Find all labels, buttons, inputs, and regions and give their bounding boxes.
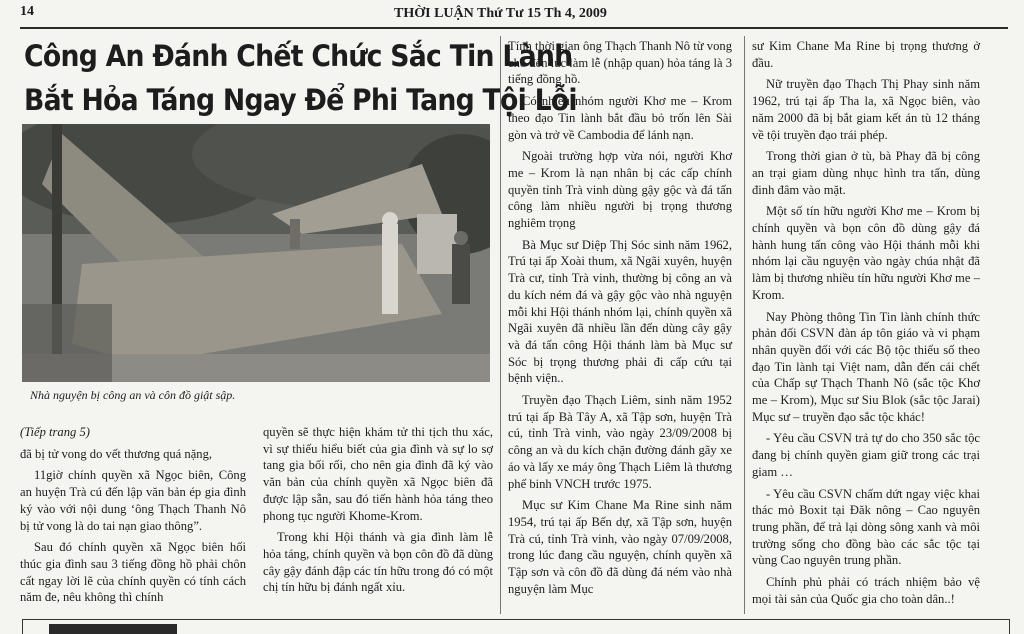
paragraph: - Yêu cầu CSVN trả tự do cho 350 sắc tộc đang bị chính quyền giam giữ trong các trại giam …: [752, 431, 980, 479]
photo-caption: Nhà nguyện bị công an và côn đồ giật sập.: [30, 388, 236, 402]
running-head: THỜI LUẬN Thứ Tư 15 Th 4, 2009: [394, 6, 607, 21]
article-column-1: [20, 424, 246, 611]
paragraph: Truyền đạo Thạch Liêm, sinh năm 1952 trú tại ấp Bà Tây A, xã Tập sơn, huyện Trà cú, tỉnh Trà vinh, vào ngày 23/09/2008 bị công an và du kích chặn đường đánh gãy xe áo và lấy xe máy ông Thạch Liêm là thương phế binh VNCH trước 1975.: [508, 393, 732, 491]
news-photo: [22, 124, 490, 382]
paragraph: đã bị tử vong do vết thương quá nặng,: [20, 446, 213, 461]
collapsed-chapel-photo: [22, 124, 490, 382]
paragraph: Bà Mục sư Diệp Thị Sóc sinh năm 1962, Trú tại ấp Xoài thum, xã Ngãi xuyên, huyện Trà cư, tỉnh Trà vinh, thường bị công an và du kích ném đá và gậy gộc vào nhà nguyện mỗi khi Hội thánh nhóm lại, chính quyền xã Ngãi xuyên đã nhiều lần đến dùng cây gậy và đá tấn công Hội thánh làm bà Mục sư Sóc bị trọng thương phải đi cấp cứu tại bệnh viện..: [508, 237, 732, 386]
paragraph: quyền sẽ thực hiện khám tử thi tịch thu xác, vì sự thiếu hiểu biết của gia đình và sự lo sợ tang gia bối rối, cho nên gia đình đã ký vào văn bản của chính quyền xã Ngọc biên đã được lập sẵn, sau đó tiến hành hỏa táng theo phong tục người Khome-Krom.: [263, 425, 493, 523]
paragraph: 11giờ chính quyền xã Ngọc biên, Công an huyện Trà cú đến lập văn bản ép gia đình ký vào với nội dung ‘ông Thạch Thanh Nô bị tử vong là do tai nạn giao thông”.: [20, 468, 246, 533]
paragraph: Mục sư Kim Chane Ma Rine sinh năm 1954, trú tại ấp Bến dự, xã Tập sơn, huyện Trà cú, tỉnh Trà vinh, vào ngày 07/09/2008, trong lúc đang cầu nguyện, chính quyền xã Tập sơn và côn đồ đã dùng đá ném vào nhà nguyện làm Mục: [508, 498, 732, 596]
paragraph: Tính thời gian ông Thạch Thanh Nô từ vong cho đến lúc làm lễ (nhập quan) hỏa táng là 3 tiếng đồng hồ.: [508, 39, 732, 87]
header-rule: [20, 27, 1008, 29]
column-divider: [744, 36, 745, 614]
paragraph: Nay Phòng thông Tin Tin lành chính thức phản đối CSVN đàn áp tôn giáo và vi phạm nhân quyền đối với các Bộ tộc thiểu số theo đạo Tin lành tại Việt nam, dẫn đến cái chết của Chấp sự Thạch Thanh Nô (sắc tộc Khơ me – Krom), Mục sư Siu Blok (sắc tộc Jarai) Mục sư – truyền đạo sắc tộc khác!: [752, 309, 980, 424]
headline-line-2: Bắt Hỏa Táng Ngay Để Phi Tang Tội Lỗi: [24, 83, 577, 117]
bottom-box-border: [22, 619, 1010, 634]
column-divider: [500, 36, 501, 614]
paragraph: Chính phủ phải có trách nhiệm bảo vệ mọi tài sản của Quốc gia cho toàn dân..!: [752, 575, 980, 606]
paragraph: Một số tín hữu người Khơ me – Krom bị chính quyền và bọn côn đồ dùng gậy đá hành hung tấn công vào Hội thánh mỗi khi nhóm lại cầu nguyện vào ngày chúa nhật đã làm bị thương nhiều tín hữu người Khơ me – Krom.: [752, 204, 980, 302]
headline: [24, 34, 577, 122]
article-column-3: [508, 38, 732, 603]
headline-line-1: Công An Đánh Chết Chức Sắc Tin Lành: [24, 39, 573, 73]
article-column-2: [263, 424, 493, 601]
bottom-box-bar: [49, 624, 177, 634]
paragraph: sư Kim Chane Ma Rine bị trọng thương ở đầu.: [752, 39, 980, 70]
paragraph: - Yêu cầu CSVN chấm dứt ngay việc khai thác mỏ Boxit tại Đăk nông – Cao nguyên trung phần, để trả lại dòng sông xanh và môi trường sống cho đồng bào các sắc tộc tại vùng Cao nguyên trung phần.: [752, 486, 980, 568]
paragraph: Có nhiều nhóm người Khơ me – Krom theo đạo Tin lành bắt đầu bỏ trốn lên Sài gòn và trở về Cambodia để lánh nạn.: [508, 94, 732, 142]
article-column-4: [752, 38, 980, 613]
page-number: 14: [20, 4, 34, 19]
paragraph: Trong khi Hội thánh và gia đình làm lễ hỏa táng, chính quyền và bọn côn đồ đã dùng cây gậy đánh đập các tín hữu trong đó có một chị tín hữu bị đánh ngất xỉu.: [263, 530, 493, 595]
paragraph: Nữ truyền đạo Thạch Thị Phay sinh năm 1962, trú tại ấp Tha la, xã Ngọc biên, vào năm 2000 đã bị bắt giam kết án tù 12 tháng về tội truyền đạo trái phép.: [752, 77, 980, 142]
paragraph: Ngoài trường hợp vừa nói, người Khơ me – Krom là nạn nhân bị các cấp chính quyền tỉnh Trà vinh dùng gậy gộc và đá tấn công làm nhiều người bị trọng thương nghiêm trọng: [508, 149, 732, 231]
continued-from-note: (Tiếp trang 5): [20, 425, 90, 439]
paragraph: Trong thời gian ở tù, bà Phay đã bị công an trại giam dùng nhục hình tra tấn, dùng đinh đâm vào mặt.: [752, 149, 980, 197]
paragraph: Sau đó chính quyền xã Ngọc biên hối thúc gia đình sau 3 tiếng đồng hồ phải chôn cất ngay lời lẽ của chính quyền có tính cách năm đe, nêu không thì chính: [20, 540, 246, 605]
